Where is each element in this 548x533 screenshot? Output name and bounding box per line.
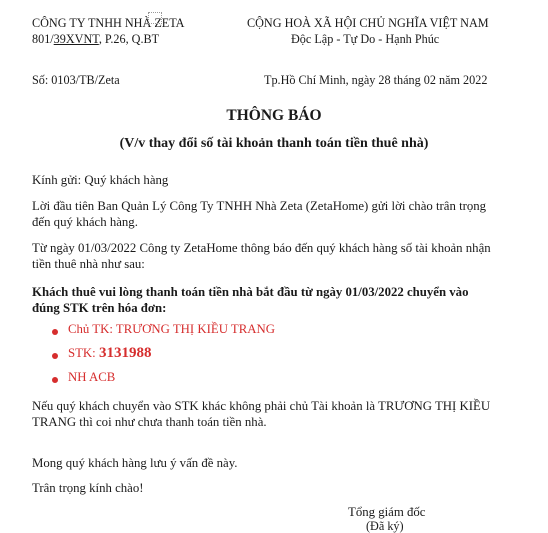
bullet-icon	[52, 329, 58, 335]
intro-paragraph: Lời đầu tiên Ban Quản Lý Công Ty TNHH Nhà Zeta (ZetaHome) gửi lời chào trân trọng đến quý khách hàng.	[32, 199, 487, 229]
document-date: Tp.Hồ Chí Minh, ngày 28 tháng 02 năm 2022	[264, 73, 488, 87]
bullet-icon	[52, 377, 58, 383]
account-owner: Chủ TK: TRƯƠNG THỊ KIỀU TRANG	[68, 322, 275, 336]
company-address	[32, 32, 159, 46]
address-underlined: 39XVNT	[53, 32, 99, 46]
account-label: STK:	[68, 346, 99, 360]
document-subtitle: (V/v thay đổi số tài khoản thanh toán tiền thuê nhà)	[119, 136, 429, 151]
signature-position: Tổng giám đốc	[348, 505, 426, 519]
account-number-line	[68, 346, 151, 361]
bank-name: NH ACB	[68, 370, 116, 384]
document-title: THÔNG BÁO	[226, 107, 322, 124]
instruction-paragraph: Khách thuê vui lòng thanh toán tiền nhà bắt đầu từ ngày 01/03/2022 chuyển vào đúng STK trên hóa đơn:	[32, 285, 469, 315]
company-name: CÔNG TY TNHH NHÀ ZETA	[32, 16, 185, 30]
document-number: Số: 0103/TB/Zeta	[32, 73, 120, 87]
notice-paragraph: Từ ngày 01/03/2022 Công ty ZetaHome thông báo đến quý khách hàng số tài khoản nhận tiền thuê nhà như sau:	[32, 241, 491, 271]
warning-paragraph: Nếu quý khách chuyển vào STK khác không phải chủ Tài khoản là TRƯƠNG THỊ KIỀU TRANG thì coi như chưa thanh toán tiền nhà.	[32, 399, 491, 429]
stamp-mark	[148, 12, 162, 24]
nation-motto: Độc Lập - Tự Do - Hạnh Phúc	[291, 32, 440, 46]
nation-heading: CỘNG HOÀ XÃ HỘI CHỦ NGHĨA VIỆT NAM	[247, 16, 489, 30]
greeting: Kính gửi: Quý khách hàng	[32, 173, 169, 187]
address-prefix: 801/	[32, 32, 54, 46]
account-number: 3131988	[98, 345, 152, 361]
signature-status: (Đã ký)	[366, 519, 404, 533]
bullet-icon	[52, 353, 58, 359]
closing-line: Trân trọng kính chào!	[32, 481, 144, 495]
address-suffix: , P.26, Q.BT	[98, 32, 160, 46]
request-line: Mong quý khách hàng lưu ý vấn đề này.	[32, 456, 238, 470]
